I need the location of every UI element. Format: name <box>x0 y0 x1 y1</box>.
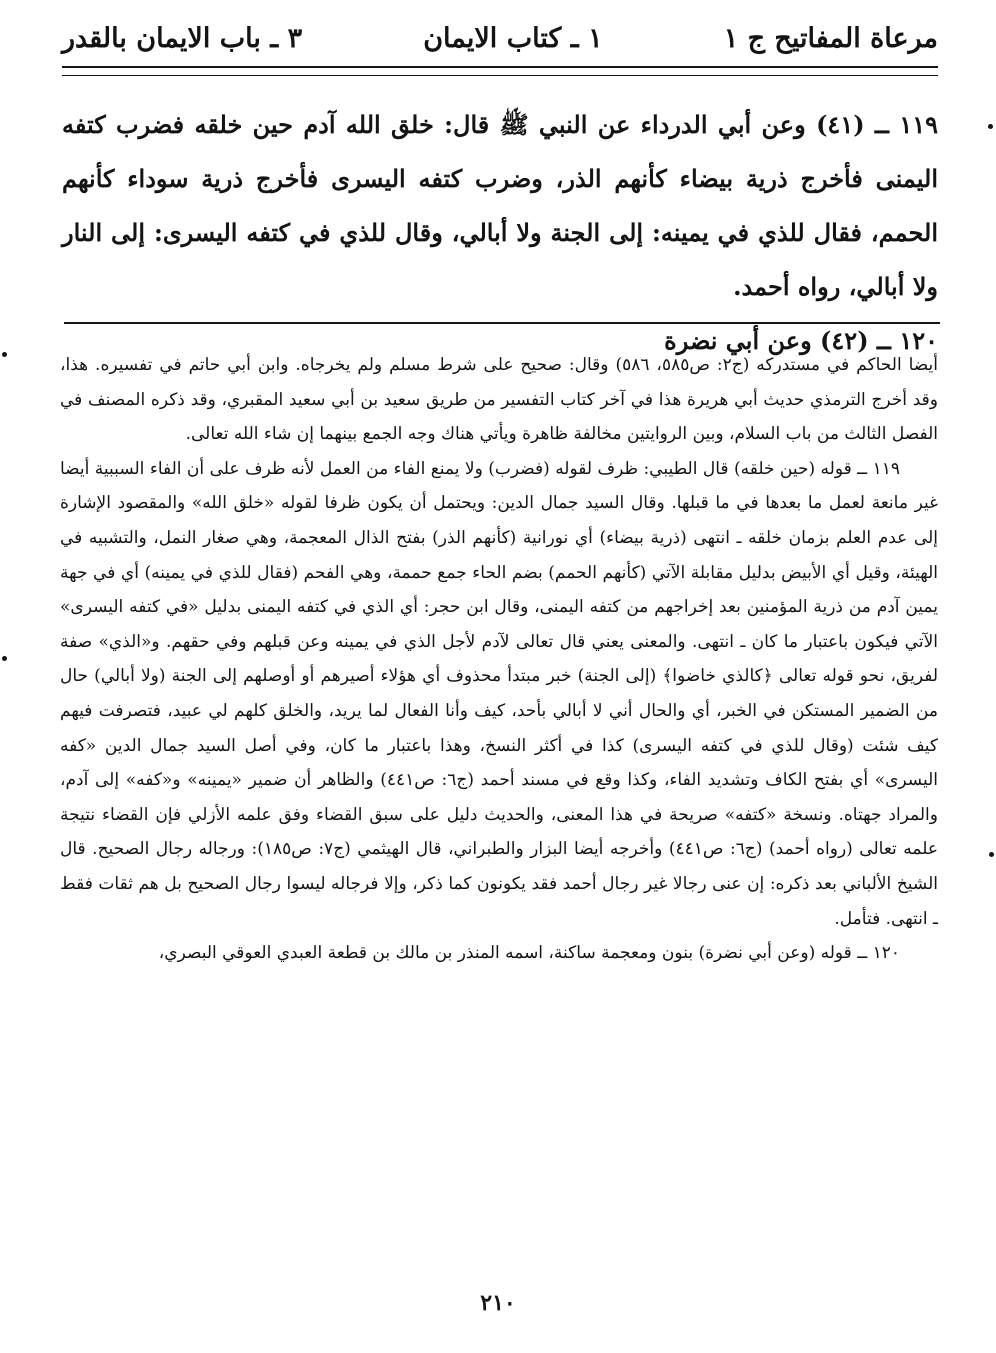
commentary-continuation: أيضا الحاكم في مستدركه (ج٢: ص٥٨٥، ٥٨٦) وقال: صحيح على شرط مسلم ولم يخرجاه. وابن أبي حاتم في تفسيره. هذا، وقد أخرج الترمذي حديث أبي هريرة هذا في آخر كتاب التفسير من طريق سعيد بن أبي سعيد المقبري، وقد ذكره المصنف في الفصل الثالث من باب السلام، وبين الروايتين مخالفة ظاهرة ويأتي هناك وجه الجمع بينهما إن شاء الله تعالى. <box>60 355 939 445</box>
margin-mark <box>988 124 993 129</box>
hadith-120: ١٢٠ ــ (٤٢) وعن أبي نضرة <box>664 326 938 355</box>
margin-mark <box>2 656 7 661</box>
margin-mark <box>989 852 994 857</box>
commentary-divider <box>64 322 940 324</box>
running-header <box>62 18 938 58</box>
main-text <box>62 98 938 355</box>
header-book-title: مرعاة المفاتيح ج ١ <box>723 22 938 54</box>
commentary <box>60 348 938 1268</box>
commentary-note-120: ١٢٠ ــ قوله (وعن أبي نضرة) بنون ومعجمة ساكنة، اسمه المنذر بن مالك بن قطعة العبدي العوقي البصري، <box>158 943 900 964</box>
header-chapter-title: ١ ـ كتاب الايمان <box>423 22 603 54</box>
hadith-119: ١١٩ ــ (٤١) وعن أبي الدرداء عن النبي ﷺ قال: خلق الله آدم حين خلقه فضرب كتفه اليمنى فأخرج ذرية بيضاء كأنهم الذر، وضرب كتفه اليسرى فأخرج ذرية سوداء كأنهم الحمم، فقال للذي في يمينه: إلى الجنة ولا أبالي، وقال للذي في كتفه اليسرى: إلى النار ولا أبالي، رواه أحمد. <box>62 110 938 301</box>
margin-mark <box>2 352 7 357</box>
page-number: ٢١٠ <box>480 1290 516 1316</box>
header-double-rule <box>62 66 938 76</box>
header-section-title: ٣ ـ باب الايمان بالقدر <box>62 22 303 54</box>
commentary-note-119: ١١٩ ــ قوله (حين خلقه) قال الطيبي: ظرف لقوله (فضرب) ولا يمنع الفاء من العمل لأنه ظرف على أن الفاء السببية أيضا غير مانعة لعمل ما بعدها في ما قبلها. وقال السيد جمال الدين: ويحتمل أن يكون ظرفا لقوله «خلق الله» والمقصود الإشارة إلى عدم العلم بزمان خلقه ـ انتهى (ذرية بيضاء) أي نورانية (كأنهم الذر) بفتح الذال المعجمة، وهي صغار النمل، والتشبيه في الهيئة، وقيل أي الأبيض بدليل مقابلة الآتي (كأنهم الحمم) بضم الحاء جمع حممة، وهي الفحم (فقال للذي في يمينه) أي في جهة يمين آدم من ذرية المؤمنين بعد إخراجهم من كتفه اليمنى، وقال ابن حجر: أي الذي في كتفه اليمنى بدليل «في كتفه اليسرى» الآتي فيكون باعتبار ما كان ـ انتهى. والمعنى يعني قال تعالى لآدم لأجل الذي في يمينه وعن قبلهم وفي حقهم. و«الذي» صفة لفريق، نحو قوله تعالى ﴿كالذي خاضوا﴾ (إلى الجنة) خبر مبتدأ محذوف أي هؤلاء أصيرهم أو أوصلهم إلى الجنة (ولا أبالي) حال من الضمير المستكن في الخبر، أي والحال أني لا أبالي بأحد، كيف وأنا الفعال لما يريد، والخلق كلهم لي عبيد، فتصرفت فيهم كيف شئت (وقال للذي في كتفه اليسرى) كذا في أكثر النسخ، وهذا باعتبار ما كان، وفي أصل السيد جمال الدين «كفه اليسرى» أي بفتح الكاف وتشديد الفاء، وكذا وقع في مسند أحمد (ج٦: ص٤٤١) والظاهر أن ضمير «يمينه» و«كفه» إلى آدم، والمراد جهتاه. ونسخة «كتفه» صريحة في هذا المعنى، والحديث دليل على سبق القضاء وفق علمه الأزلي فإن القضاء نتيجة علمه تعالى (رواه أحمد) (ج٦: ص٤٤١) وأخرجه أيضا البزار والطبراني، قال الهيثمي (ج٧: ص١٨٥): ورجاله رجال الصحيح. قال الشيخ الألباني بعد ذكره: إن عنى رجالا غير رجال أحمد فقد يكونون كما ذكر، وإلا فرجاله ليسوا رجال الصحيح بل هم ثقات فقط ـ انتهى. فتأمل. <box>60 458 939 929</box>
